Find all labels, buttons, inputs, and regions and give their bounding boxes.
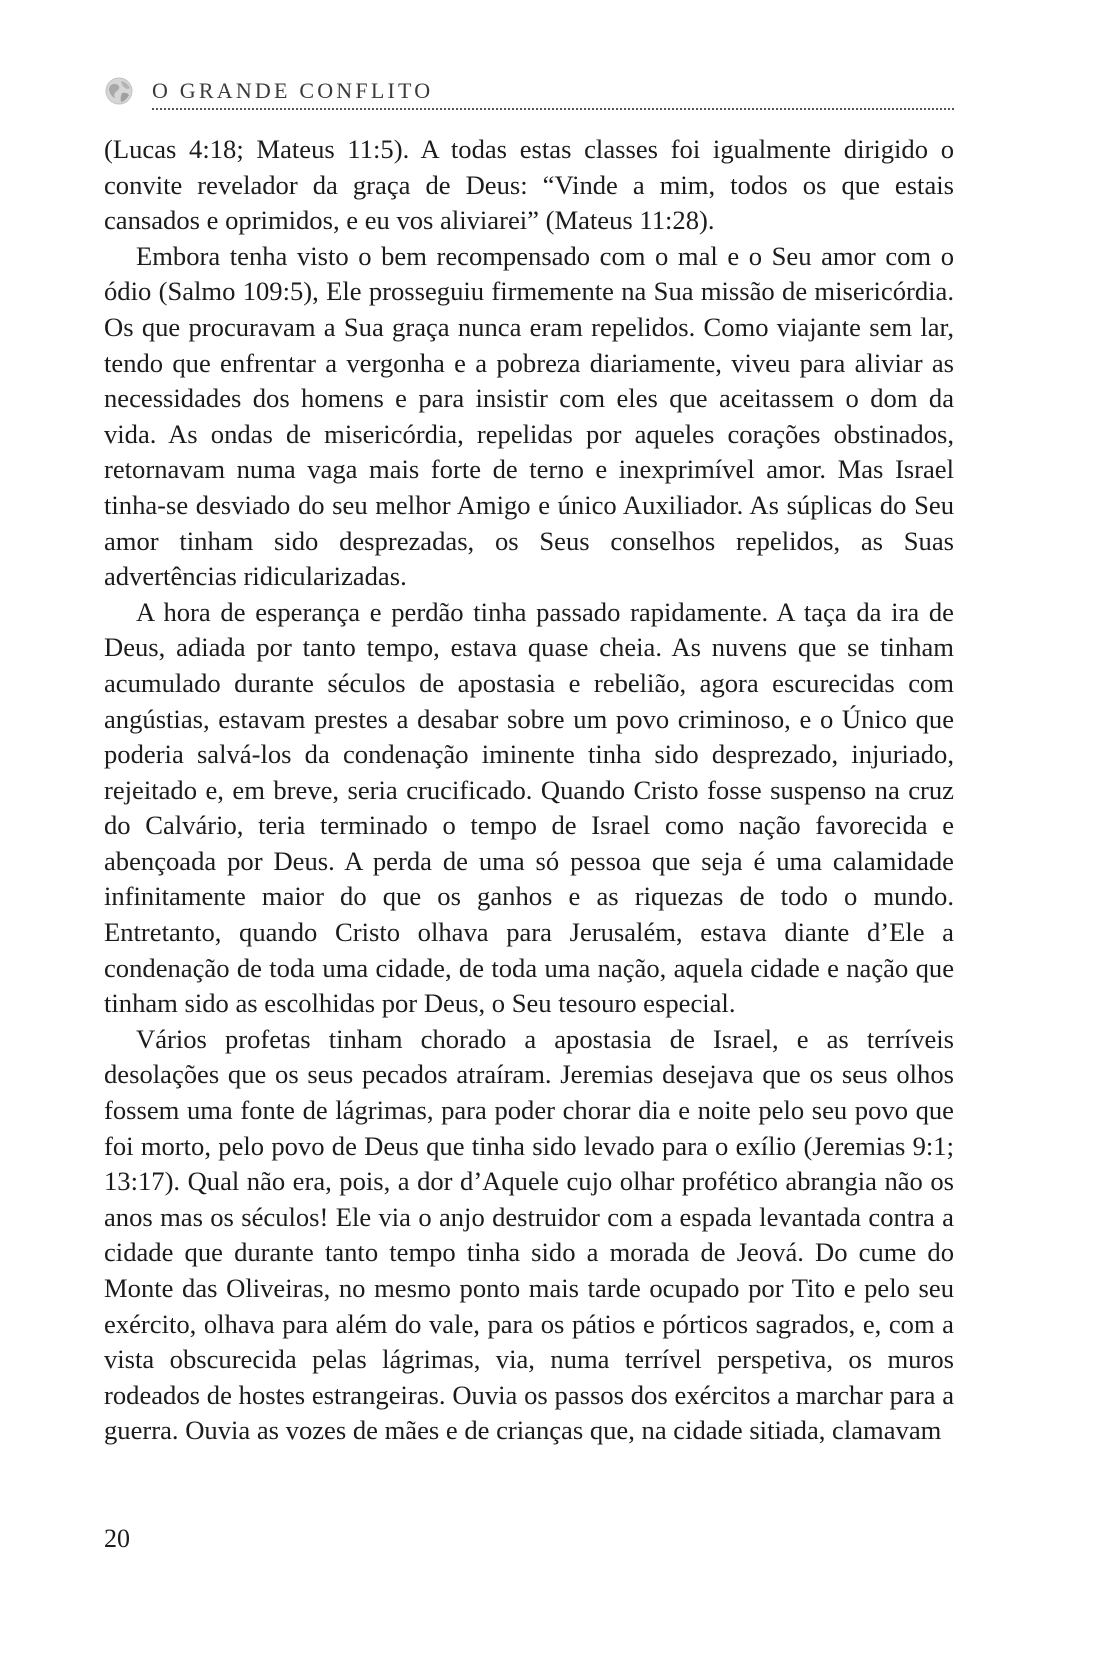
paragraph-continuation: (Lucas 4:18; Mateus 11:5). A todas estas classes foi igualmente dirigido o convite revelador da graça de Deus: “Vinde a mim, todos os que estais cansados e oprimidos, e eu vos aliviarei” (Mateus 11:28). [104, 134, 954, 236]
body-text [104, 132, 954, 1449]
paragraph: Embora tenha visto o bem recompensado com o mal e o Seu amor com o ódio (Salmo 109:5), Ele prosseguiu firmemente na Sua missão de misericórdia. Os que procuravam a Sua graça nunca eram repelidos. Como viajante sem lar, tendo que enfrentar a vergonha e a pobreza diariamente, viveu para aliviar as necessidades dos homens e para insistir com eles que aceitassem o dom da vida. As ondas de misericórdia, repelidas por aqueles corações obstinados, retornavam numa vaga mais forte de terno e inexprimível amor. Mas Israel tinha-se desviado do seu melhor Amigo e único Auxiliador. As súplicas do Seu amor tinham sido desprezadas, os Seus conselhos repelidos, as Suas advertências ridicularizadas. [104, 240, 954, 592]
globe-icon [104, 76, 134, 106]
page-number: 20 [104, 1524, 130, 1553]
paragraph: A hora de esperança e perdão tinha passado rapidamente. A taça da ira de Deus, adiada por tanto tempo, estava quase cheia. As nuvens que se tinham acumulado durante séculos de apostasia e rebelião, agora escurecidas com angústias, estavam prestes a desabar sobre um povo criminoso, e o Único que poderia salvá-los da condenação iminente tinha sido desprezado, injuriado, rejeitado e, em breve, seria crucificado. Quando Cristo fosse suspenso na cruz do Calvário, teria terminado o tempo de Israel como nação favorecida e abençoada por Deus. A perda de uma só pessoa que seja é uma calamidade infinitamente maior do que os ganhos e as riquezas de todo o mundo. Entretanto, quando Cristo olhava para Jerusalém, estava diante d’Ele a condenação de toda uma cidade, de toda uma nação, aquela cidade e nação que tinham sido as escolhidas por Deus, o Seu tesouro especial. [104, 596, 954, 1019]
paragraph: Vários profetas tinham chorado a apostasia de Israel, e as terríveis desolações que os seus pecados atraíram. Jeremias desejava que os seus olhos fossem uma fonte de lágrimas, para poder chorar dia e noite pelo seu povo que foi morto, pelo povo de Deus que tinha sido levado para o exílio (Jeremias 9:1; 13:17). Qual não era, pois, a dor d’Aquele cujo olhar profético abrangia não os anos mas os séculos! Ele via o anjo destruidor com a espada levantada contra a cidade que durante tanto tempo tinha sido a morada de Jeová. Do cume do Monte das Oliveiras, no mesmo ponto mais tarde ocupado por Tito e pelo seu exército, olhava para além do vale, para os pátios e pórticos sagrados, e, com a vista obscurecida pelas lágrimas, via, numa terrível perspetiva, os muros rodeados de hostes estrangeiras. Ouvia os passos dos exércitos a marchar para a guerra. Ouvia as vozes de mães e de crianças que, na cidade sitiada, clamavam [104, 1023, 954, 1446]
header-dotted-rule [152, 108, 954, 110]
book-title: O GRANDE CONFLITO [152, 78, 434, 103]
running-header [104, 72, 954, 112]
